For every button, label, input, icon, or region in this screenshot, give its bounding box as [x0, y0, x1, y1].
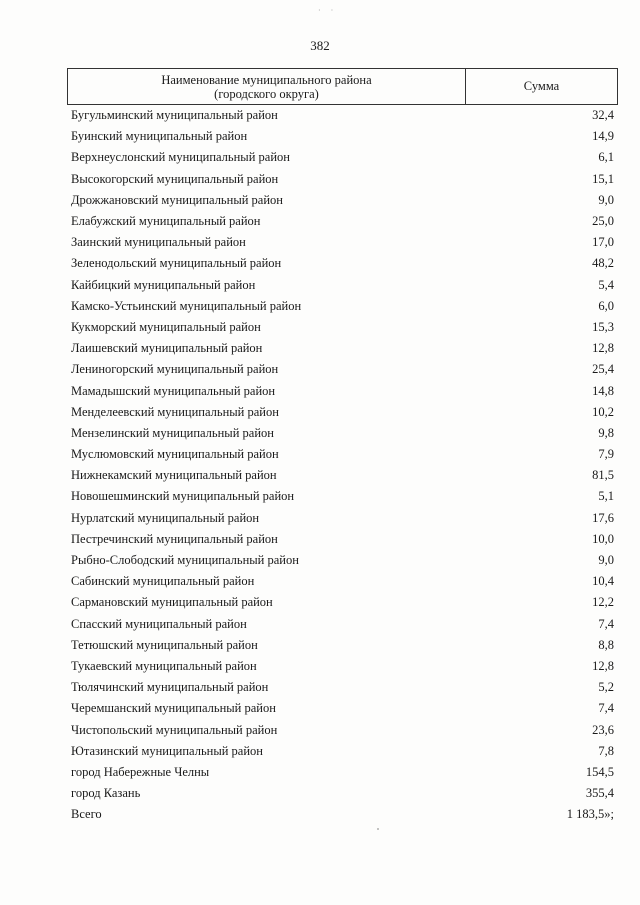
- table-row: [67, 635, 618, 656]
- district-sum: 7,9: [598, 447, 614, 462]
- table-row: [67, 698, 618, 719]
- district-name: Нижнекамский муниципальный район: [71, 468, 277, 483]
- table-row: [67, 741, 618, 762]
- district-sum: 12,2: [592, 595, 614, 610]
- table-row: [67, 423, 618, 444]
- district-name: Елабужский муниципальный район: [71, 214, 261, 229]
- district-name: Буинский муниципальный район: [71, 129, 248, 144]
- table-row: [67, 211, 618, 232]
- district-sum: 15,3: [592, 319, 614, 334]
- table-body: [67, 105, 618, 825]
- district-name: Черемшанский муниципальный район: [71, 701, 276, 716]
- district-sum: 6,1: [598, 150, 614, 165]
- district-name: Камско-Устьинский муниципальный район: [71, 298, 302, 313]
- district-sum: 10,2: [592, 404, 614, 419]
- district-sum: 25,0: [592, 214, 614, 229]
- district-name: Высокогорский муниципальный район: [71, 171, 279, 186]
- scan-artifact: · ·: [318, 6, 338, 15]
- table-row: [67, 317, 618, 338]
- district-name: Тюлячинский муниципальный район: [71, 680, 269, 695]
- district-name: Муслюмовский муниципальный район: [71, 447, 279, 462]
- district-name: Менделеевский муниципальный район: [71, 404, 279, 419]
- table-row: [67, 190, 618, 211]
- district-sum: 10,0: [592, 531, 614, 546]
- table-row: [67, 571, 618, 592]
- district-name: Мамадышский муниципальный район: [71, 383, 276, 398]
- district-name: Лениногорский муниципальный район: [71, 362, 279, 377]
- district-name: Тукаевский муниципальный район: [71, 658, 257, 673]
- district-name: город Казань: [71, 786, 141, 801]
- district-sum: 7,4: [598, 616, 614, 631]
- district-sum: 8,8: [598, 637, 614, 652]
- table-total-row: [67, 804, 618, 825]
- table-row: [67, 677, 618, 698]
- district-sum: 6,0: [598, 298, 614, 313]
- district-sum: 5,2: [598, 680, 614, 695]
- table-row: [67, 783, 618, 804]
- district-name: Бугульминский муниципальный район: [71, 108, 278, 123]
- district-sum: 5,4: [598, 277, 614, 292]
- header-sum: Сумма: [523, 79, 560, 93]
- table-row: [67, 592, 618, 613]
- district-sum: 355,4: [585, 786, 614, 801]
- table-row: [67, 232, 618, 253]
- table-row: [67, 656, 618, 677]
- district-name: Кукморский муниципальный район: [71, 319, 261, 334]
- district-sum: 9,8: [598, 425, 614, 440]
- district-name: город Набережные Челны: [71, 764, 210, 779]
- table-row: [67, 275, 618, 296]
- district-sum: 10,4: [592, 574, 614, 589]
- table-row: [67, 550, 618, 571]
- district-sum: 25,4: [592, 362, 614, 377]
- district-sum: 7,4: [598, 701, 614, 716]
- district-name: Всего: [71, 807, 102, 822]
- table-header: [67, 68, 618, 105]
- district-name: Дрожжановский муниципальный район: [71, 192, 283, 207]
- table-row: [67, 614, 618, 635]
- district-name: Кайбицкий муниципальный район: [71, 277, 256, 292]
- scan-artifact-dot: [377, 828, 379, 830]
- district-name: Лаишевский муниципальный район: [71, 341, 263, 356]
- district-name: Ютазинский муниципальный район: [71, 743, 263, 758]
- table-row: [67, 465, 618, 486]
- table-row: [67, 359, 618, 380]
- district-sum: 17,0: [592, 235, 614, 250]
- table-row: [67, 444, 618, 465]
- table-row: [67, 380, 618, 401]
- district-name: Пестречинский муниципальный район: [71, 531, 278, 546]
- district-sum: 9,0: [598, 192, 614, 207]
- table-row: [67, 762, 618, 783]
- table-row: [67, 402, 618, 423]
- table-row: [67, 253, 618, 274]
- district-sum: 12,8: [592, 341, 614, 356]
- district-sum: 1 183,5»;: [566, 807, 614, 822]
- table-row: [67, 296, 618, 317]
- table-row: [67, 126, 618, 147]
- district-name: Нурлатский муниципальный район: [71, 510, 260, 525]
- district-name: Чистопольский муниципальный район: [71, 722, 278, 737]
- district-sum: 81,5: [592, 468, 614, 483]
- header-district-name: [68, 69, 466, 104]
- district-name: Спасский муниципальный район: [71, 616, 247, 631]
- table-row: [67, 529, 618, 550]
- district-name: Тетюшский муниципальный район: [71, 637, 258, 652]
- table-row: [67, 338, 618, 359]
- table-row: [67, 508, 618, 529]
- district-sum: 15,1: [592, 171, 614, 186]
- district-name: Заинский муниципальный район: [71, 235, 246, 250]
- district-sum: 12,8: [592, 658, 614, 673]
- district-sum: 7,8: [598, 743, 614, 758]
- district-name: Сабинский муниципальный район: [71, 574, 255, 589]
- district-sum: 14,8: [592, 383, 614, 398]
- district-sum: 14,9: [592, 129, 614, 144]
- district-sum: 32,4: [592, 108, 614, 123]
- district-name: Зеленодольский муниципальный район: [71, 256, 282, 271]
- table-row: [67, 486, 618, 507]
- district-sum: 154,5: [585, 764, 614, 779]
- header-name-line1: Наименование муниципального района: [161, 72, 372, 87]
- table-row: [67, 105, 618, 126]
- header-name-line2: (городского округа): [214, 86, 319, 101]
- district-name: Верхнеуслонский муниципальный район: [71, 150, 290, 165]
- district-sum: 48,2: [592, 256, 614, 271]
- table-row: [67, 147, 618, 168]
- district-sum-table: [67, 68, 618, 825]
- district-name: Сармановский муниципальный район: [71, 595, 273, 610]
- district-name: Мензелинский муниципальный район: [71, 425, 274, 440]
- district-sum: 23,6: [592, 722, 614, 737]
- district-sum: 9,0: [598, 553, 614, 568]
- page-number: 382: [310, 38, 330, 53]
- table-row: [67, 719, 618, 740]
- district-name: Новошешминский муниципальный район: [71, 489, 295, 504]
- district-name: Рыбно-Слободский муниципальный район: [71, 553, 299, 568]
- table-row: [67, 169, 618, 190]
- district-sum: 5,1: [598, 489, 614, 504]
- district-sum: 17,6: [592, 510, 614, 525]
